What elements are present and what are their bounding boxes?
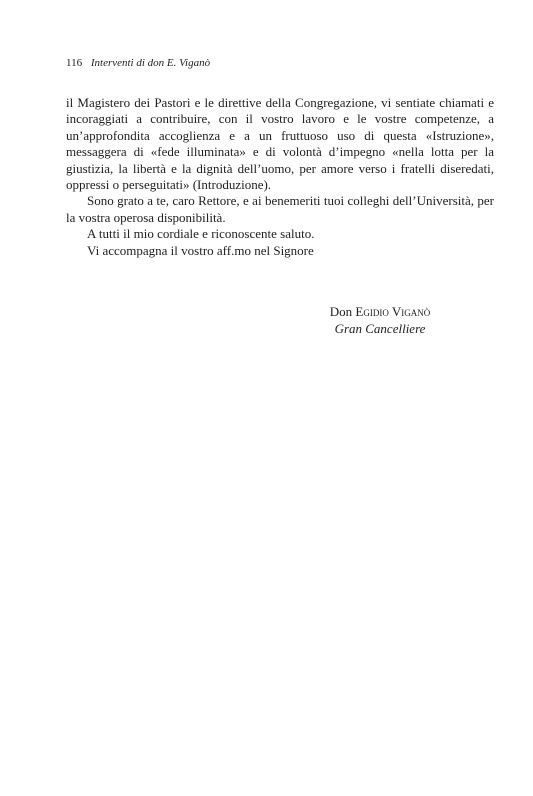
- paragraph-3: A tutti il mio cordiale e riconoscente saluto.: [87, 226, 315, 242]
- signatory-name: [300, 303, 460, 320]
- running-header: [66, 56, 210, 70]
- paragraph-1: il Magistero dei Pastori e le direttive della Congregazione, vi sentiate chiamati e incoraggiati a contribuire, con il vostro lavoro e le vostre competenze, a un’approfondita accoglienza e a un fruttuoso uso di questa «Istruzione», messaggera di «fede illuminata» e di volontà d’impegno «nella lotta per la giustizia, la libertà e la dignità dell’uomo, per amore verso i fratelli diseredati, oppressi o perseguitati» (Introduzione).: [66, 95, 494, 193]
- page-number: 116: [66, 57, 83, 69]
- signatory-name-rest: Egidio Viganò: [355, 304, 431, 319]
- signature-block: [300, 303, 460, 337]
- paragraph-2: Sono grato a te, caro Rettore, e ai benemeriti tuoi colleghi dell’Università, per la vostra operosa disponibilità.: [66, 193, 494, 225]
- running-title: Interventi di don E. Viganò: [90, 57, 211, 69]
- signatory-name-prefix: Don: [329, 304, 356, 319]
- body-text: [66, 95, 494, 259]
- signatory-role: Gran Cancelliere: [334, 321, 426, 336]
- paragraph-4: Vi accompagna il vostro aff.mo nel Signore: [87, 242, 314, 258]
